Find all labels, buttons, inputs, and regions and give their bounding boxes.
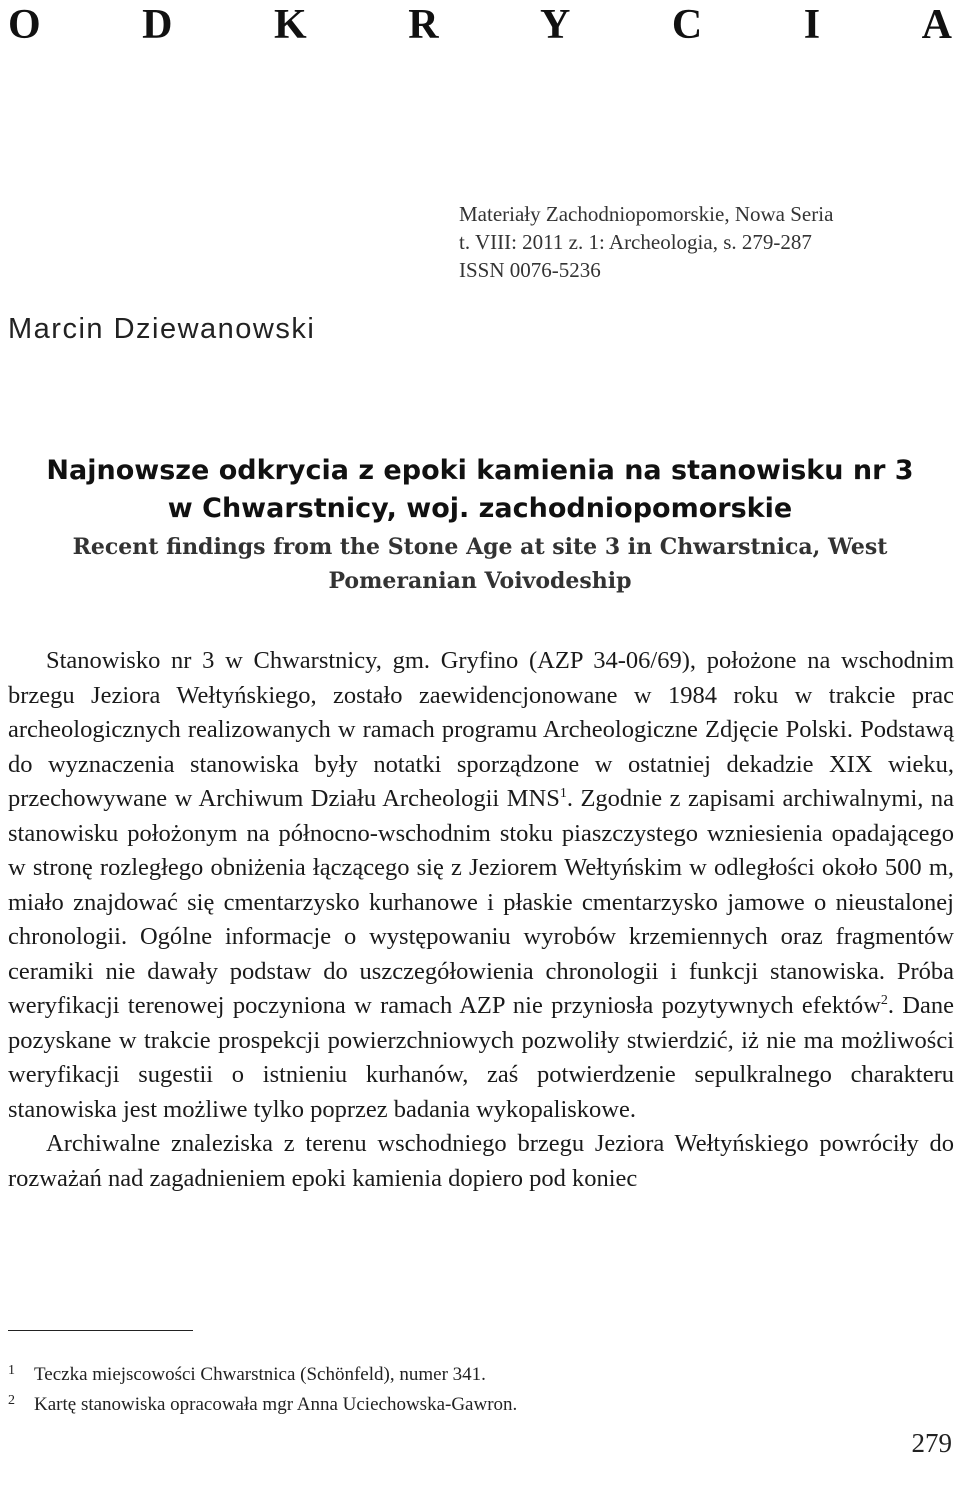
paragraph: Stanowisko nr 3 w Chwarstnicy, gm. Gryfino (AZP 34-06/69), położone na wschodnim brzegu Jeziora Wełtyńskiego, zostało zaewidencjonowane w 1984 roku w trakcie prac archeologicznych realizowanych w ramach programu Archeologiczne Zdjęcie Polski. Podstawą do wyznaczenia stanowiska były notatki sporządzone w ostatniej dekadzie XIX wieku, przechowywane w Archiwum Działu Archeologii MNS$^1$. Zgodnie z zapisami archiwalnymi, na stanowisku położonym na północno-wschodnim stoku piaszczystego wzniesienia opadającego w stronę rozległego obniżenia łączącego się z Jeziorem Wełtyńskim w odległości około 500 m, miało znajdować się cmentarzysko kurhanowe i płaskie cmentarzysko jamowe o nieustalonej chronologii. Ogólne informacje o występowaniu wyrobów krzemiennych oraz fragmentów ceramiki nie dawały podstaw do uszczegółowienia chronologii i funkcji stanowiska. Próba weryfikacji terenowej poczyniona w ramach AZP nie przyniosła pozytywnych efektów$^2$. Dane pozyskane w trakcie prospekcji powierzchniowych pozwoliły stwierdzić, iż nie ma możliwości weryfikacji sugestii o istnieniu kurhanów, zaś potwierdzenie sepulkralnego charakteru stanowiska jest możliwe tylko poprzez badania wykopaliskowe. (8, 647, 954, 1123)
title-english-line: Recent findings from the Stone Age at site 3 in Chwarstnica, West (72, 534, 888, 560)
title-english-line: Pomeranian Voivodeship (328, 568, 632, 594)
title-polish-line: Najnowsze odkrycia z epoki kamienia na stanowisku nr 3 (46, 455, 914, 486)
header-letter: A (921, 2, 952, 48)
header-letter: C (671, 2, 703, 48)
footnote-number: 1 (8, 1363, 15, 1378)
header-letter: I (803, 2, 821, 48)
header-letter: D (142, 2, 173, 48)
title-polish-line: w Chwarstnicy, woj. zachodniopomorskie (167, 493, 793, 524)
footnote-text: Teczka miejscowości Chwarstnica (Schönfeld), numer 341. (34, 1364, 486, 1385)
header-letter: R (408, 2, 439, 48)
publication-info (459, 200, 939, 284)
section-header (0, 0, 960, 50)
header-letter: O (8, 2, 41, 48)
footnote (8, 1390, 948, 1420)
footnotes (8, 1360, 948, 1420)
footnote (8, 1360, 948, 1390)
author-name: Marcin Dziewanowski (8, 313, 316, 345)
article-body (8, 644, 954, 1196)
footnote-divider (8, 1330, 193, 1331)
page-number: 279 (911, 1428, 952, 1458)
journal-name: Materiały Zachodniopomorskie, Nowa Seria (459, 202, 834, 226)
footnote-ref[interactable]: 1 (559, 786, 567, 801)
title-english (0, 530, 960, 598)
header-letter: Y (540, 2, 571, 48)
footnote-text: Kartę stanowiska opracowała mgr Anna Uciechowska-Gawron. (34, 1394, 518, 1415)
footnote-number: 2 (8, 1393, 15, 1408)
footnote-ref[interactable]: 2 (880, 993, 888, 1008)
issn: ISSN 0076-5236 (459, 258, 601, 282)
volume-info: t. VIII: 2011 z. 1: Archeologia, s. 279-287 (459, 230, 812, 254)
title-polish (0, 452, 960, 528)
paragraph: Archiwalne znaleziska z terenu wschodniego brzegu Jeziora Wełtyńskiego powróciły do rozważań nad zagadnieniem epoki kamienia dopiero pod koniec (8, 1130, 954, 1192)
header-letter: K (274, 2, 307, 48)
